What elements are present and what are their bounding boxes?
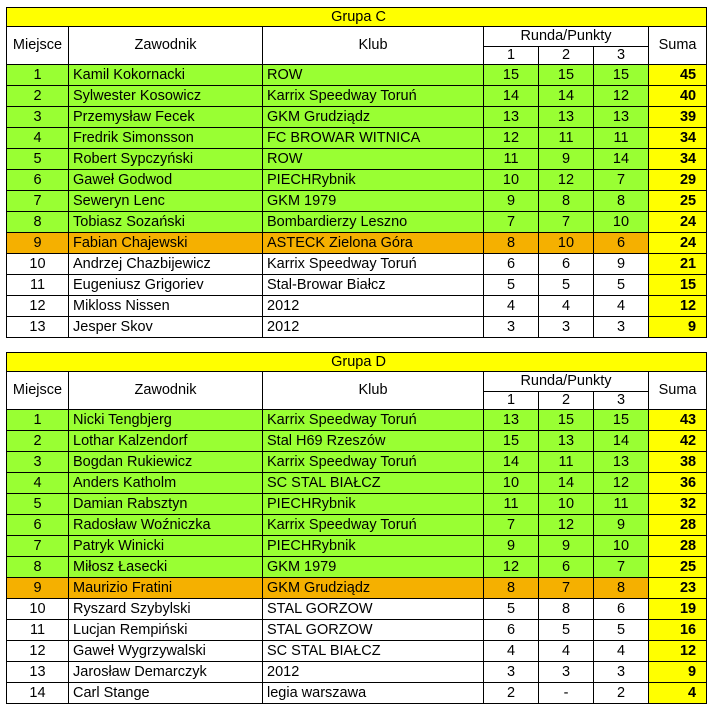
rider-name-cell: Andrzej Chazbijewicz [69,254,263,275]
rider-name-cell: Miłosz Łasecki [69,557,263,578]
place-cell: 7 [7,191,69,212]
table-row [7,620,707,641]
sum-cell: 25 [649,191,707,212]
rider-name-cell: Patryk Winicki [69,536,263,557]
place-cell: 10 [7,599,69,620]
rider-name-cell: Gaweł Wygrzywalski [69,641,263,662]
round-1-points: 7 [484,212,539,233]
round-2-points: 5 [539,620,594,641]
round-3-points: 3 [594,662,649,683]
round-1-points: 10 [484,473,539,494]
club-cell: PIECHRybnik [263,170,484,191]
rider-name-cell: Maurizio Fratini [69,578,263,599]
round-3-points: 12 [594,473,649,494]
table-row [7,557,707,578]
round-3-points: 11 [594,128,649,149]
round-3-points: 10 [594,212,649,233]
round-2-points: 11 [539,452,594,473]
place-cell: 2 [7,86,69,107]
sum-cell: 34 [649,149,707,170]
round-2-points: 14 [539,86,594,107]
rider-name-cell: Gaweł Godwod [69,170,263,191]
rider-name-cell: Mikloss Nissen [69,296,263,317]
round-3-points: 13 [594,107,649,128]
round-2-points: 15 [539,65,594,86]
round-2-points: 12 [539,170,594,191]
sum-cell: 38 [649,452,707,473]
table-row [7,641,707,662]
club-cell: Karrix Speedway Toruń [263,410,484,431]
club-cell: SC STAL BIAŁCZ [263,641,484,662]
club-cell: GKM 1979 [263,191,484,212]
rider-name-cell: Radosław Woźniczka [69,515,263,536]
round-1-points: 15 [484,431,539,452]
rider-name-cell: Jesper Skov [69,317,263,338]
round-1-points: 8 [484,578,539,599]
club-cell: GKM 1979 [263,557,484,578]
round-1-points: 9 [484,191,539,212]
table-row [7,599,707,620]
round-2-points: 7 [539,578,594,599]
sum-cell: 45 [649,65,707,86]
club-cell: STAL GORZOW [263,620,484,641]
round-3-points: 7 [594,170,649,191]
place-cell: 1 [7,410,69,431]
round-3-points: 5 [594,275,649,296]
sum-cell: 24 [649,212,707,233]
sum-cell: 12 [649,296,707,317]
place-cell: 12 [7,641,69,662]
rider-header: Zawodnik [69,372,263,410]
round-1-points: 3 [484,317,539,338]
rider-name-cell: Robert Sypczyński [69,149,263,170]
round-3-points: 7 [594,557,649,578]
table-row [7,662,707,683]
club-header: Klub [263,27,484,65]
rounds-header: Runda/Punkty [484,372,649,392]
table-row [7,275,707,296]
round-3-points: 2 [594,683,649,704]
rider-name-cell: Sylwester Kosowicz [69,86,263,107]
group-d-title: Grupa D [7,353,707,372]
place-cell: 9 [7,233,69,254]
round-2-points: 15 [539,410,594,431]
round-3-points: 10 [594,536,649,557]
sum-header: Suma [649,372,707,410]
round-2-points: 9 [539,149,594,170]
round-1-points: 10 [484,170,539,191]
round-3-points: 15 [594,410,649,431]
round-1-points: 4 [484,641,539,662]
club-cell: GKM Grudziądz [263,107,484,128]
round-3-points: 11 [594,494,649,515]
sum-cell: 34 [649,128,707,149]
table-row [7,170,707,191]
round-1-points: 15 [484,65,539,86]
club-cell: Karrix Speedway Toruń [263,452,484,473]
round-2-header: 2 [539,47,594,65]
rider-name-cell: Bogdan Rukiewicz [69,452,263,473]
sum-header: Suma [649,27,707,65]
club-cell: PIECHRybnik [263,494,484,515]
group-d-table [6,352,707,704]
round-2-points: 8 [539,191,594,212]
sum-cell: 39 [649,107,707,128]
sum-cell: 9 [649,317,707,338]
round-1-header: 1 [484,47,539,65]
round-3-points: 14 [594,149,649,170]
club-cell: Bombardierzy Leszno [263,212,484,233]
sum-cell: 21 [649,254,707,275]
round-1-points: 12 [484,128,539,149]
place-cell: 12 [7,296,69,317]
club-cell: Karrix Speedway Toruń [263,254,484,275]
table-row [7,149,707,170]
sum-cell: 36 [649,473,707,494]
round-1-points: 6 [484,620,539,641]
place-cell: 2 [7,431,69,452]
place-cell: 13 [7,317,69,338]
round-3-header: 3 [594,47,649,65]
club-cell: 2012 [263,662,484,683]
club-cell: PIECHRybnik [263,536,484,557]
round-2-points: 13 [539,431,594,452]
sum-cell: 29 [649,170,707,191]
round-2-points: - [539,683,594,704]
round-1-points: 13 [484,107,539,128]
round-3-points: 14 [594,431,649,452]
round-1-points: 2 [484,683,539,704]
round-1-points: 4 [484,296,539,317]
rider-name-cell: Anders Katholm [69,473,263,494]
round-3-points: 9 [594,254,649,275]
sum-cell: 28 [649,536,707,557]
sum-cell: 15 [649,275,707,296]
sum-cell: 23 [649,578,707,599]
club-cell: FC BROWAR WITNICA [263,128,484,149]
table-row [7,536,707,557]
place-cell: 11 [7,275,69,296]
round-1-points: 14 [484,452,539,473]
sum-cell: 9 [649,662,707,683]
sum-cell: 40 [649,86,707,107]
rider-name-cell: Lucjan Rempiński [69,620,263,641]
sum-cell: 42 [649,431,707,452]
group-d-rows [7,410,707,704]
place-cell: 14 [7,683,69,704]
round-2-points: 11 [539,128,594,149]
place-cell: 8 [7,212,69,233]
sum-cell: 4 [649,683,707,704]
place-header: Miejsce [7,372,69,410]
round-1-points: 3 [484,662,539,683]
rider-header: Zawodnik [69,27,263,65]
table-row [7,65,707,86]
rider-name-cell: Seweryn Lenc [69,191,263,212]
group-c-rows [7,65,707,338]
round-1-points: 12 [484,557,539,578]
club-cell: GKM Grudziądz [263,578,484,599]
sum-cell: 16 [649,620,707,641]
table-row [7,254,707,275]
place-cell: 4 [7,128,69,149]
table-row [7,494,707,515]
round-2-points: 5 [539,275,594,296]
round-3-points: 13 [594,452,649,473]
round-2-points: 9 [539,536,594,557]
round-1-points: 13 [484,410,539,431]
table-row [7,410,707,431]
club-cell: ROW [263,65,484,86]
place-cell: 6 [7,515,69,536]
place-cell: 13 [7,662,69,683]
round-1-points: 14 [484,86,539,107]
sum-cell: 19 [649,599,707,620]
place-cell: 5 [7,149,69,170]
round-3-points: 15 [594,65,649,86]
rider-name-cell: Fredrik Simonsson [69,128,263,149]
round-2-points: 10 [539,494,594,515]
round-2-header: 2 [539,392,594,410]
club-cell: 2012 [263,296,484,317]
sum-cell: 12 [649,641,707,662]
table-row [7,578,707,599]
rider-name-cell: Carl Stange [69,683,263,704]
club-cell: SC STAL BIAŁCZ [263,473,484,494]
group-c-title: Grupa C [7,8,707,27]
place-cell: 6 [7,170,69,191]
table-row [7,86,707,107]
sum-cell: 25 [649,557,707,578]
table-row [7,473,707,494]
club-cell: ASTECK Zielona Góra [263,233,484,254]
place-cell: 10 [7,254,69,275]
place-cell: 1 [7,65,69,86]
round-3-points: 6 [594,599,649,620]
round-1-points: 5 [484,599,539,620]
rider-name-cell: Eugeniusz Grigoriev [69,275,263,296]
rider-name-cell: Przemysław Fecek [69,107,263,128]
table-row [7,317,707,338]
table-row [7,683,707,704]
group-c-table [6,7,707,338]
table-row [7,191,707,212]
round-2-points: 12 [539,515,594,536]
round-2-points: 14 [539,473,594,494]
table-row [7,107,707,128]
round-2-points: 6 [539,254,594,275]
round-2-points: 4 [539,296,594,317]
round-1-points: 11 [484,494,539,515]
round-3-header: 3 [594,392,649,410]
round-3-points: 8 [594,578,649,599]
round-3-points: 9 [594,515,649,536]
round-2-points: 3 [539,317,594,338]
table-row [7,431,707,452]
round-2-points: 7 [539,212,594,233]
place-cell: 3 [7,107,69,128]
round-3-points: 5 [594,620,649,641]
round-1-points: 5 [484,275,539,296]
club-cell: Karrix Speedway Toruń [263,86,484,107]
place-cell: 4 [7,473,69,494]
round-1-points: 6 [484,254,539,275]
club-cell: 2012 [263,317,484,338]
sum-cell: 43 [649,410,707,431]
place-cell: 9 [7,578,69,599]
club-cell: Stal-Browar Białcz [263,275,484,296]
round-1-points: 8 [484,233,539,254]
table-row [7,452,707,473]
place-cell: 5 [7,494,69,515]
place-cell: 11 [7,620,69,641]
round-3-points: 4 [594,296,649,317]
round-3-points: 6 [594,233,649,254]
club-cell: Stal H69 Rzeszów [263,431,484,452]
round-2-points: 13 [539,107,594,128]
rider-name-cell: Damian Rabsztyn [69,494,263,515]
rounds-header: Runda/Punkty [484,27,649,47]
sum-cell: 32 [649,494,707,515]
round-3-points: 4 [594,641,649,662]
place-cell: 7 [7,536,69,557]
round-1-header: 1 [484,392,539,410]
club-cell: STAL GORZOW [263,599,484,620]
sum-cell: 28 [649,515,707,536]
club-cell: ROW [263,149,484,170]
round-2-points: 8 [539,599,594,620]
place-cell: 3 [7,452,69,473]
round-3-points: 8 [594,191,649,212]
place-header: Miejsce [7,27,69,65]
round-1-points: 11 [484,149,539,170]
table-row [7,212,707,233]
rider-name-cell: Kamil Kokornacki [69,65,263,86]
table-row [7,233,707,254]
round-1-points: 9 [484,536,539,557]
round-2-points: 6 [539,557,594,578]
round-2-points: 10 [539,233,594,254]
club-cell: Karrix Speedway Toruń [263,515,484,536]
round-2-points: 4 [539,641,594,662]
round-3-points: 12 [594,86,649,107]
sum-cell: 24 [649,233,707,254]
rider-name-cell: Tobiasz Sozański [69,212,263,233]
club-cell: legia warszawa [263,683,484,704]
rider-name-cell: Jarosław Demarczyk [69,662,263,683]
place-cell: 8 [7,557,69,578]
table-row [7,515,707,536]
round-1-points: 7 [484,515,539,536]
rider-name-cell: Ryszard Szybylski [69,599,263,620]
table-row [7,296,707,317]
round-2-points: 3 [539,662,594,683]
rider-name-cell: Fabian Chajewski [69,233,263,254]
club-header: Klub [263,372,484,410]
rider-name-cell: Nicki Tengbjerg [69,410,263,431]
round-3-points: 3 [594,317,649,338]
rider-name-cell: Lothar Kalzendorf [69,431,263,452]
table-row [7,128,707,149]
